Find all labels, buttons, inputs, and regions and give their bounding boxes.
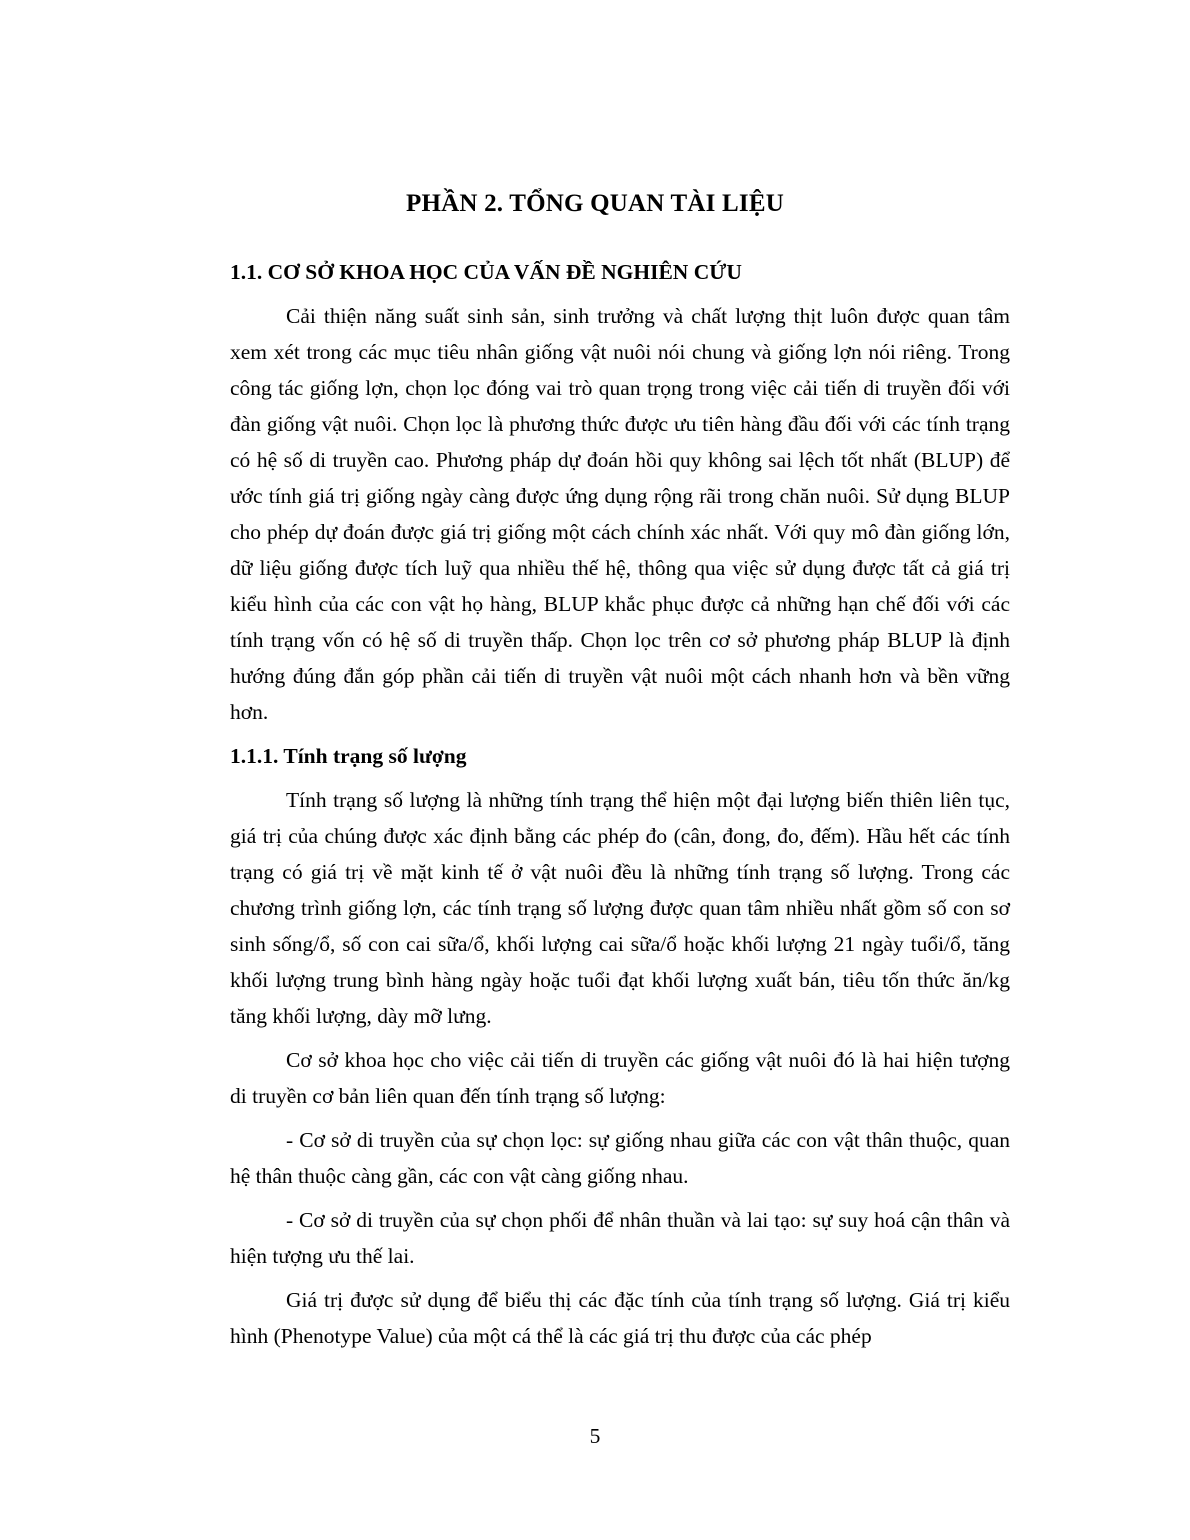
subsection-heading: 1.1.1. Tính trạng số lượng	[230, 744, 467, 768]
section-heading: 1.1. CƠ SỞ KHOA HỌC CỦA VẤN ĐỀ NGHIÊN CỨU	[230, 260, 742, 284]
bullet-paragraph: - Cơ sở di truyền của sự chọn phối để nhân thuần và lai tạo: sự suy hoá cận thân và hiện tượng ưu thế lai.	[230, 1208, 1010, 1268]
section-intro-paragraph: Cải thiện năng suất sinh sản, sinh trưởng và chất lượng thịt luôn được quan tâm xem xét trong các mục tiêu nhân giống vật nuôi nói chung và giống lợn nói riêng. Trong công tác giống lợn, chọn lọc đóng vai trò quan trọng trong việc cải tiến di truyền đối với đàn giống vật nuôi. Chọn lọc là phương thức được ưu tiên hàng đầu đối với các tính trạng có hệ số di truyền cao. Phương pháp dự đoán hồi quy không sai lệch tốt nhất (BLUP) để ước tính giá trị giống ngày càng được ứng dụng rộng rãi trong chăn nuôi. Sử dụng BLUP cho phép dự đoán được giá trị giống một cách chính xác nhất. Với quy mô đàn giống lớn, dữ liệu giống được tích luỹ qua nhiều thế hệ, thông qua việc sử dụng được tất cả giá trị kiểu hình của các con vật họ hàng, BLUP khắc phục được cả những hạn chế đối với các tính trạng vốn có hệ số di truyền thấp. Chọn lọc trên cơ sở phương pháp BLUP là định hướng đúng đắn góp phần cải tiến di truyền vật nuôi một cách nhanh hơn và bền vững hơn.	[230, 304, 1010, 724]
bullet-paragraph: - Cơ sở di truyền của sự chọn lọc: sự giống nhau giữa các con vật thân thuộc, quan hệ thân thuộc càng gần, các con vật càng giống nhau.	[230, 1128, 1010, 1188]
paragraph: Cơ sở khoa học cho việc cải tiến di truyền các giống vật nuôi đó là hai hiện tượng di truyền cơ bản liên quan đến tính trạng số lượng:	[230, 1048, 1010, 1108]
page-number: 5	[589, 1424, 601, 1448]
document-body	[230, 254, 1010, 1362]
paragraph: Tính trạng số lượng là những tính trạng thể hiện một đại lượng biến thiên liên tục, giá trị của chúng được xác định bằng các phép đo (cân, đong, đo, đếm). Hầu hết các tính trạng có giá trị về mặt kinh tế ở vật nuôi đều là những tính trạng số lượng. Trong các chương trình giống lợn, các tính trạng số lượng được quan tâm nhiều nhất gồm số con sơ sinh sống/ổ, số con cai sữa/ổ, khối lượng cai sữa/ổ hoặc khối lượng 21 ngày tuổi/ổ, tăng khối lượng trung bình hàng ngày hoặc tuổi đạt khối lượng xuất bán, tiêu tốn thức ăn/kg tăng khối lượng, dày mỡ lưng.	[230, 788, 1010, 1028]
paragraph: Giá trị được sử dụng để biểu thị các đặc tính của tính trạng số lượng. Giá trị kiểu hình (Phenotype Value) của một cá thể là các giá trị thu được của các phép	[230, 1288, 1010, 1348]
part-title: PHẦN 2. TỔNG QUAN TÀI LIỆU	[406, 190, 784, 217]
